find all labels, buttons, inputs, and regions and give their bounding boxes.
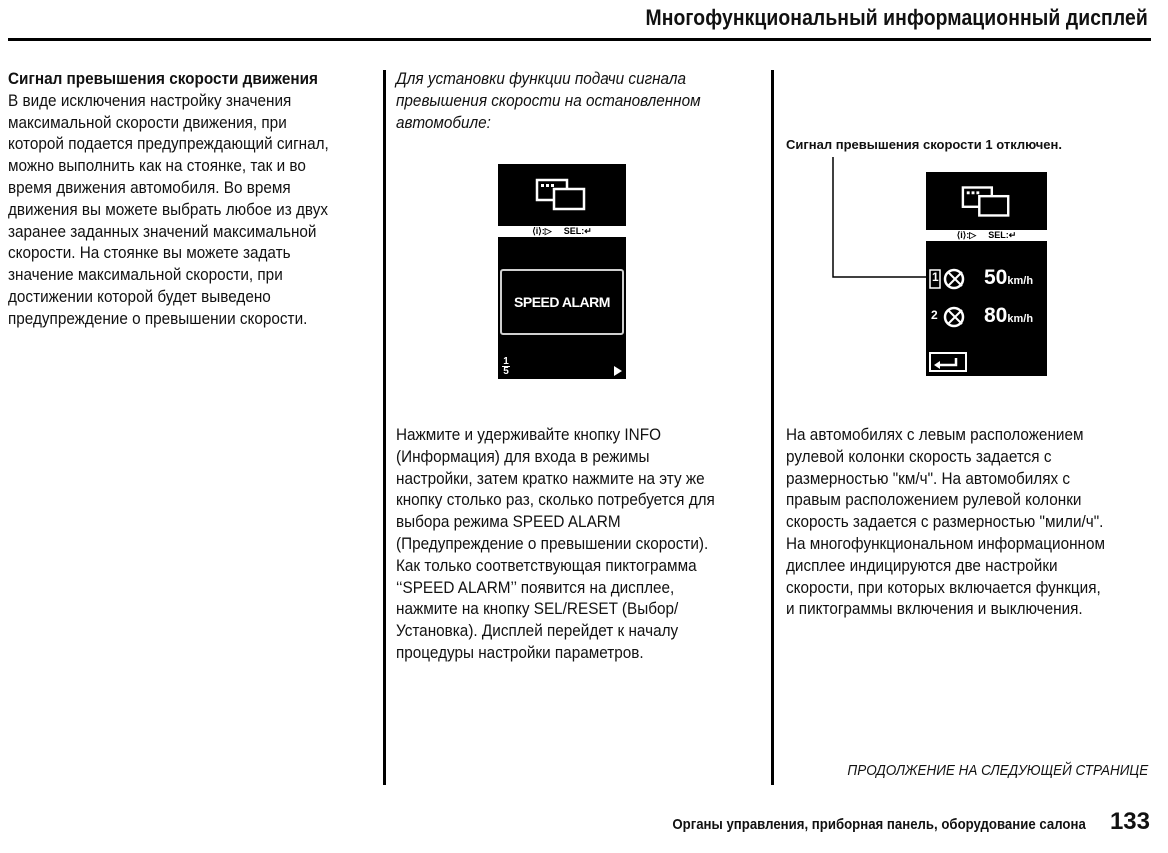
section-title: Сигнал превышения скорости движения bbox=[8, 69, 318, 88]
body-line: (Информация) для входа в режимы bbox=[396, 446, 650, 466]
body-line: (Предупреждение о превышении скорости). bbox=[396, 533, 709, 553]
body-line: ‘‘SPEED ALARM’’ появится на дисплее, bbox=[396, 577, 675, 597]
body-line: кнопку столько раз, сколько потребуется для bbox=[396, 490, 715, 510]
left-line: заранее заданных значений максимальной bbox=[8, 221, 317, 241]
back-return-icon bbox=[929, 352, 967, 372]
body-line: правым расположением рулевой колонки bbox=[786, 490, 1082, 510]
body-line: нажмите на кнопку SEL/RESET (Выбор/ bbox=[396, 599, 679, 619]
left-line: которой подается предупреждающий сигнал, bbox=[8, 134, 329, 154]
body-line: и пиктограммы включения и выключения. bbox=[786, 599, 1083, 619]
body-line: размерностью "км/ч". На автомобилях с bbox=[786, 468, 1071, 488]
header-rule bbox=[8, 38, 1151, 41]
left-line: предупреждение о превышении скорости. bbox=[8, 308, 308, 328]
body-line: выбора режима SPEED ALARM bbox=[396, 512, 621, 532]
alarm1-row bbox=[984, 266, 1033, 290]
alarm2-value: 80 bbox=[984, 304, 1008, 327]
middle-body bbox=[396, 424, 729, 664]
footer-section: Органы управления, приборная панель, оборудование салона bbox=[672, 816, 1086, 833]
left-line: можно выполнить как на стоянке, так и во bbox=[8, 156, 306, 176]
next-arrow-icon bbox=[614, 366, 622, 376]
left-line: значение максимальной скорости, при bbox=[8, 265, 283, 285]
body-line: рулевой колонки скорость задается с bbox=[786, 446, 1052, 466]
callout-label: Сигнал превышения скорости 1 отключен. bbox=[786, 137, 1062, 152]
control-strip bbox=[498, 226, 626, 237]
continued-note: ПРОДОЛЖЕНИЕ НА СЛЕДУЮЩЕЙ СТРАНИЦЕ bbox=[847, 762, 1148, 779]
body-line: процедуры настройки параметров. bbox=[396, 642, 644, 662]
body-line: дисплее индицируются две настройки bbox=[786, 555, 1058, 575]
sel-hint: SEL:↵ bbox=[563, 226, 592, 236]
body-line: настройки, затем кратко нажмите на эту же bbox=[396, 468, 705, 488]
speed-alarm-display bbox=[498, 164, 626, 379]
info-hint: ⟨i⟩:▷ bbox=[532, 226, 552, 236]
intro-line: превышения скорости на остановленном bbox=[396, 90, 701, 110]
body-line: Установка). Дисплей перейдет к началу bbox=[396, 621, 679, 641]
left-line: время движения автомобиля. Во время bbox=[8, 177, 291, 197]
speed-alarm-menu-item: SPEED ALARM bbox=[500, 269, 624, 335]
intro-line: автомобиле: bbox=[396, 112, 491, 132]
body-line: Нажмите и удерживайте кнопку INFO bbox=[396, 425, 661, 444]
left-line: скорости. На стоянке вы можете задать bbox=[8, 243, 291, 263]
column-rule-left bbox=[383, 70, 386, 785]
body-line: Как только соответствующая пиктограмма bbox=[396, 555, 697, 575]
display-windows-icon bbox=[960, 184, 1014, 218]
left-line: достижении которой будет выведено bbox=[8, 286, 271, 306]
alarm2-row bbox=[984, 304, 1033, 328]
body-line: На автомобилях с левым расположением bbox=[786, 425, 1084, 444]
left-line: максимальной скорости движения, при bbox=[8, 112, 287, 132]
display-windows-icon bbox=[534, 177, 590, 211]
speed-alarm-settings-display bbox=[926, 172, 1047, 376]
middle-intro bbox=[396, 68, 720, 133]
right-body bbox=[786, 424, 1119, 620]
page-indicator-den: 5 bbox=[503, 366, 509, 377]
left-line: В виде исключения настройку значения bbox=[8, 90, 292, 110]
info-hint: ⟨i⟩:▷ bbox=[956, 230, 977, 240]
intro-line: Для установки функции подачи сигнала bbox=[396, 69, 687, 88]
page-indicator bbox=[501, 357, 511, 376]
alarm2-index: 2 bbox=[931, 308, 938, 322]
column-rule-right bbox=[771, 70, 774, 785]
sel-hint: SEL:↵ bbox=[988, 230, 1017, 240]
page-header-title: Многофункциональный информационный дисплей bbox=[645, 5, 1148, 30]
left-line: движения вы можете выбрать любое из двух bbox=[8, 199, 329, 219]
alarm1-unit: km/h bbox=[1007, 275, 1034, 287]
page-number: 133 bbox=[1109, 808, 1150, 835]
left-column bbox=[8, 68, 359, 330]
alarm1-index: 1 bbox=[932, 270, 939, 284]
control-strip bbox=[926, 230, 1047, 241]
body-line: скорость задается с размерностью "мили/ч". bbox=[786, 512, 1104, 532]
alarm1-value: 50 bbox=[984, 266, 1008, 289]
callout-leader bbox=[825, 155, 935, 285]
page-indicator-num: 1 bbox=[503, 356, 509, 367]
body-line: скорости, при которых включается функция, bbox=[786, 577, 1101, 597]
body-line: На многофункциональном информационном bbox=[786, 533, 1106, 553]
alarm2-unit: km/h bbox=[1007, 313, 1034, 325]
